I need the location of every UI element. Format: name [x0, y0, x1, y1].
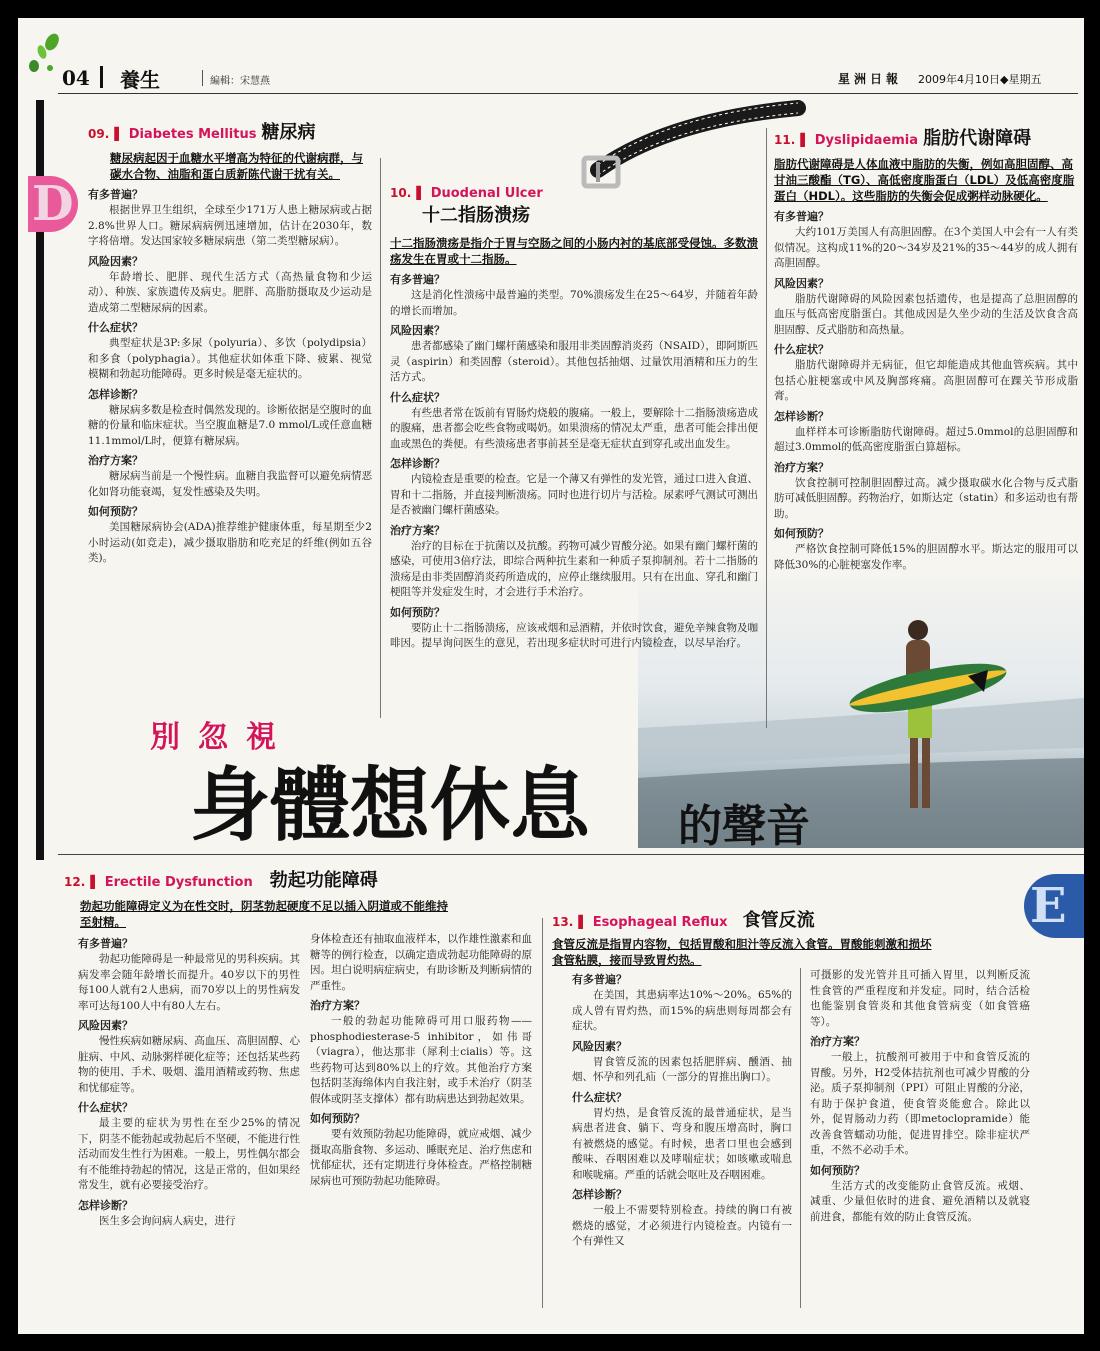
- answer-treatment: 糖尿病当前是一个慢性病。血糖自我监督可以避免病情恶化如肾功能衰竭，复发性感染及失明。: [88, 470, 372, 498]
- answer-diagnosis: 糖尿病多数是检查时偶然发现的。诊断依据是空腹时的血糖的份量和临床症状。当空腹血糖是7.0 mmol/L或任意血糖11.1mmol/L时，便算有糖尿病。: [88, 403, 372, 447]
- section-chinese-title: 勃起功能障碍: [269, 870, 378, 891]
- answer-treatment: 一般上，抗酸剂可被用于中和食管反流的胃酸。另外，H2受体拮抗剂也可减少胃酸的分泌。质子泵抑制剂（PPI）可阻止胃酸的分泌，有助于保护食道，使食管炎能愈合。除此以外，促胃肠动力药（即metoclopramide）能改善食管蠕动功能，促进胃排空。除非症状严重，不然不必动手术。: [810, 1051, 1030, 1156]
- section-chinese-title: 食管反流: [742, 910, 815, 931]
- section-chinese-title: 十二指肠溃疡: [422, 205, 530, 226]
- section-english-title: Duodenal Ulcer: [430, 186, 543, 201]
- headline-main: 身體想休息: [190, 758, 590, 852]
- answer-diagnosis: 内镜检查是重要的检查。它是一个薄又有弹性的发光管，通过口进入食道、胃和十二指肠，并直接判断溃疡。同时也进行切片与活检。尿素呼气测试可测出是否被幽门螺杆菌感染。: [390, 473, 758, 516]
- section-number: 11.: [774, 133, 796, 147]
- answer-symptoms: 胃灼热，是食管反流的最普通症状，是当病患者进食、躺下、弯身和腹压增高时，胸口有被燃烧的感觉。有时候，患者口里也会感到酸味、吞咽困难以及哮喘症状；如咳嗽或喘息和喉咙痛。严重的话就会呕吐及吞咽困难。: [572, 1106, 792, 1181]
- question-risk: 风险因素？: [390, 324, 445, 337]
- question-diagnosis: 怎样诊断？: [88, 387, 143, 401]
- question-prevalence: 有多普遍？: [774, 210, 829, 223]
- section-12-col2: [310, 932, 532, 1189]
- answer-symptoms: 有些患者常在饭前有胃肠灼烧般的腹痛。一般上，要解除十二指肠溃疡造成的腹痛，患者都会吃些食物或喝奶。如果溃疡的情况太严重，患者可能会排出便血或黑色的粪便。有些溃疡患者事前甚至是毫无症状直到穿孔或出血发生。: [390, 406, 758, 450]
- section-number: 13.: [552, 915, 574, 929]
- section-12-col1: [78, 932, 300, 1229]
- column-divider: [542, 918, 543, 1308]
- question-prevalence: 有多普遍？: [78, 937, 133, 950]
- question-prevalence: 有多普遍？: [88, 188, 143, 201]
- question-risk: 风险因素？: [572, 1039, 627, 1053]
- question-symptoms: 什么症状？: [88, 321, 143, 334]
- question-diagnosis: 怎样诊断？: [390, 457, 445, 470]
- column-divider: [800, 968, 801, 1308]
- question-risk: 风险因素？: [88, 254, 143, 268]
- question-treatment: 治疗方案？: [310, 999, 365, 1012]
- section-intro: 食管反流是指胃内容物，包括胃酸和胆汁等反流入食管。胃酸能刺激和损坏食管粘膜，接而导致胃灼热。: [552, 937, 932, 967]
- editor-credit: 編輯：宋慧燕: [210, 76, 270, 87]
- answer-treatment: 饮食控制可控制胆固醇过高。减少摄取碳水化合物与反式脂肪可减低胆固醇。药物治疗，如斯达定（statin）和多运动也有帮助。: [774, 476, 1078, 520]
- section-13: [552, 906, 1022, 968]
- section-intro: 脂肪代谢障碍是人体血液中脂肪的失衡，例如高胆固醇、高甘油三酸酯（TG）、高低密度脂蛋白（LDL）及低高密度脂蛋白（HDL）。这些脂肪的失衡会促成粥样动脉硬化。: [774, 157, 1075, 203]
- answer-risk: 脂肪代谢障碍的风险因素包括遗传，也是提高了总胆固醇的血压与低高密度脂蛋白。其他成因是久坐少动的生活及饮食含高胆固醇、反式脂肪和高热量。: [774, 292, 1078, 336]
- answer-risk: 年龄增长、肥胖、现代生活方式（高热量食物和少运动）、种族、家族遗传及病史。肥胖、高脂肪摄取及少运动是造成第二型糖尿病的因素。: [88, 270, 372, 314]
- paper-name: 星洲日報: [838, 72, 903, 86]
- answer-diagnosis-start: 一般上不需要特别检查。持续的胸口有被燃烧的感觉，才必须进行内镜检查。内镜有一个有弹性又: [572, 1204, 792, 1247]
- answer-risk: 胃食管反流的因素包括肥胖病、醺酒、抽烟、怀孕和列孔疝（一部分的胃推出胸口）。: [572, 1055, 792, 1083]
- question-prevention: 如何预防？: [88, 505, 143, 518]
- section-number: 09.: [88, 127, 110, 141]
- question-treatment: 治疗方案？: [810, 1035, 865, 1048]
- number-bar: ▌: [90, 875, 100, 889]
- section-header: [774, 124, 1078, 150]
- answer-treatment: 治疗的目标在于抗菌以及抗酸。药物可减少胃酸分泌。如果有幽门螺杆菌的感染，可使用3倍疗法，即综合两种抗生素和一种质子泵抑制剂。若十二指肠的溃疡是由非类固醇消炎药所造成的，应停止继续服用。只有在出血、穿孔和幽门梗阻等并发症发生时，才会进行手术治疗。: [390, 539, 758, 598]
- answer-diagnosis-start: 医生多会询问病人病史，进行: [99, 1214, 236, 1227]
- headline-suffix: 的聲音: [678, 801, 810, 852]
- question-prevention: 如何预防？: [810, 1163, 865, 1177]
- section-title: 養生: [120, 68, 160, 92]
- issue-date: 2009年4月10日◆星期五: [918, 73, 1042, 86]
- answer-diagnosis-cont: 可摄影的发光管并且可插入胃里，以判断反流性食管的严重程度和并发症。同时，结合活检也能鉴别食管炎和其他食管病变（如食管癌等）。: [810, 969, 1030, 1028]
- section-09: [88, 118, 372, 567]
- answer-diagnosis-cont: 身体检查还有抽取血液样本，以作雄性激素和血糖等的例行检查，以确定造成勃起功能障碍的原因。坦白说明病症病史，有助诊断及判断病情的严重性。: [310, 933, 532, 992]
- section-divider: [202, 70, 203, 86]
- question-symptoms: 什么症状？: [572, 1090, 627, 1104]
- answer-prevalence: 在美国，其患病率达10%～20%。65%的成人曾有胃灼热，而15%的病患则每周都会有症状。: [572, 989, 792, 1032]
- answer-diagnosis: 血样样本可诊断脂肪代谢障碍。超过5.0mmol的总胆固醇和超过3.0mmol的低高密度脂蛋白算超标。: [774, 425, 1078, 453]
- section-intro: 十二指肠溃疡是指介于胃与空肠之间的小肠内衬的基底部受侵蚀。多数溃疡发生在胃或十二指肠。: [390, 236, 758, 266]
- answer-prevalence: 勃起功能障碍是一种最常见的男科疾病。其病发率会随年龄增长而提升。40岁以下的男性每100人就有2人患病，而70岁以上的男性病发率可达每100人中有80人左右。: [78, 953, 300, 1012]
- number-bar: ▌: [416, 186, 426, 200]
- answer-symptoms: 脂肪代谢障碍并无病征，但它却能造成其他血管疾病。其中包括心脏梗塞或中风及胸部疼痛。高胆固醇可在踝关节形成脂膏。: [774, 359, 1078, 402]
- number-bar: ▌: [114, 127, 124, 141]
- answer-prevalence: 大约101万美国人有高胆固醇。在3个美国人中会有一人有类似情况。这构成11%的20～34岁及21%的35～44岁的成人拥有高胆固醇。: [774, 226, 1078, 269]
- question-diagnosis: 怎样诊断？: [572, 1188, 627, 1201]
- section-13-col1: [572, 968, 792, 1250]
- question-treatment: 治疗方案？: [88, 454, 143, 467]
- question-symptoms: 什么症状？: [390, 390, 445, 404]
- question-treatment: 治疗方案？: [774, 460, 829, 474]
- section-english-title: Diabetes Mellitus: [128, 127, 257, 142]
- section-12: [64, 866, 564, 930]
- column-divider: [380, 158, 381, 718]
- headline-kicker: 別忽視: [150, 720, 294, 755]
- section-number: 12.: [64, 875, 86, 889]
- answer-prevention: 要防止十二指肠溃疡，应该戒烟和忌酒精，并依时饮食，避免辛辣食物及咖啡因。提早询问医生的意见，若出现多症状时可进行内镜检查，以尽早治疗。: [390, 621, 758, 649]
- answer-prevention: 美国糖尿病协会(ADA)推荐维护健康体重，每星期至少2小时运动(如竞走)，减少摄取脂肪和吃充足的纤维(例如五谷类)。: [88, 521, 372, 564]
- question-diagnosis: 怎样诊断？: [78, 1198, 133, 1212]
- section-number: 10.: [390, 186, 412, 200]
- section-header: [390, 182, 758, 201]
- section-chinese-title: 糖尿病: [261, 122, 316, 143]
- question-symptoms: 什么症状？: [774, 343, 829, 356]
- answer-treatment: 一般的勃起功能障碍可用口服药物——phosphodiesterase-5 inhibitor，如伟哥（viagra），他达那非（犀利士cialis）等。这些药物可达到80%以上的疗效。其他治疗方案包括阴茎海绵体内自我注射，或手术治疗（阴茎假体或阴茎支撑体）都有助病患达到勃起效果。: [310, 1015, 532, 1105]
- answer-risk: 慢性疾病如糖尿病、高血压、高胆固醇、心脏病、中风、动脉粥样硬化症等；还包括某些药物的使用、手术、吸烟、滥用酒精或药物、焦虑和忧郁症等。: [78, 1035, 300, 1094]
- page-number: 04: [62, 66, 90, 90]
- question-prevalence: 有多普遍？: [572, 973, 627, 986]
- question-prevention: 如何预防？: [390, 605, 445, 619]
- section-english-title: Dyslipidaemia: [814, 133, 919, 148]
- section-header: [552, 906, 1022, 932]
- column-divider: [766, 128, 767, 728]
- e-letter: E: [1030, 878, 1067, 934]
- number-bar: ▌: [578, 915, 588, 929]
- header-rule: [58, 93, 1078, 94]
- question-prevalence: 有多普遍？: [390, 273, 445, 286]
- header-separator: [100, 66, 103, 88]
- section-intro: 糖尿病起因于血糖水平增高为特征的代谢病群，与碳水合物、油脂和蛋白质新陈代谢干扰有关。: [110, 151, 363, 181]
- answer-symptoms: 最主要的症状为男性在至少25%的情况下，阴茎不能勃起或勃起后不坚硬，不能进行性活动而发生性行为困难。一般上，男性偶尔都会有不能维持勃起的情况，这是正常的，但如果经常发生，就有必要接受治疗。: [78, 1117, 300, 1191]
- answer-risk: 患者都感染了幽门螺杆菌感染和服用非类固醇消炎药（NSAID），即阿斯匹灵（aspirin）和类固醇（steroid）。其他包括抽烟、过量饮用酒精和压力的生活方式。: [390, 340, 758, 383]
- d-letter: D: [32, 176, 74, 232]
- answer-prevention: 要有效预防勃起功能障碍，就应戒烟、减少摄取高脂食物、多运动、睡眠充足、治疗焦虑和忧郁症状，还有定期进行身体检查。严格控制糖尿病也可预防勃起功能障碍。: [310, 1128, 532, 1187]
- section-intro: 勃起功能障碍定义为在性交时，阴茎勃起硬度不足以插入阴道或不能维持至射精。: [80, 899, 448, 929]
- question-symptoms: 什么症状？: [78, 1101, 133, 1114]
- section-header: [64, 866, 564, 892]
- question-diagnosis: 怎样诊断？: [774, 409, 829, 423]
- answer-prevention: 严格饮食控制可降低15%的胆固醇水平。斯达定的服用可以降低30%的心脏梗塞发作率。: [774, 543, 1078, 571]
- newspaper-page: [18, 18, 1084, 1334]
- answer-prevalence: 这是消化性溃疡中最普遍的类型。70%溃疡发生在25～64岁，并随着年龄的增长而增加。: [390, 289, 758, 317]
- section-english-title: Erectile Dysfunction: [104, 875, 253, 890]
- section-11: [774, 124, 1078, 573]
- section-10: [390, 182, 758, 652]
- section-13-col2: [810, 968, 1030, 1225]
- section-rule: [58, 854, 1084, 855]
- leaf-logo-icon: [24, 32, 64, 76]
- question-risk: 风险因素？: [78, 1019, 133, 1032]
- answer-symptoms: 典型症状是3P:多尿（polyuria）、多饮（polydipsia）和多食（polyphagia）。其他症状如体重下降、疲累、视觉模糊和勃起功能障碍。更多时候是毫无症状的。: [88, 337, 372, 380]
- question-treatment: 治疗方案？: [390, 523, 445, 537]
- question-prevention: 如何预防？: [774, 527, 829, 540]
- section-chinese-title: 脂肪代谢障碍: [923, 128, 1032, 149]
- question-risk: 风险因素？: [774, 276, 829, 290]
- question-prevention: 如何预防？: [310, 1112, 365, 1125]
- answer-prevention: 生活方式的改变能防止食管反流。戒烟、减重、少量但依时的进食、避免酒精以及就寝前进食，都能有效的防止食管反流。: [810, 1179, 1030, 1223]
- answer-prevalence: 根据世界卫生组织，全球至少171万人患上糖尿病或占据2.8%世界人口。糖尿病病例迅速增加，估计在2030年，数字将倍增。发达国家较多糖尿病患（第二类型糖尿病）。: [88, 204, 372, 247]
- number-bar: ▌: [800, 133, 810, 147]
- section-english-title: Esophageal Reflux: [592, 915, 728, 930]
- section-header: [88, 118, 372, 144]
